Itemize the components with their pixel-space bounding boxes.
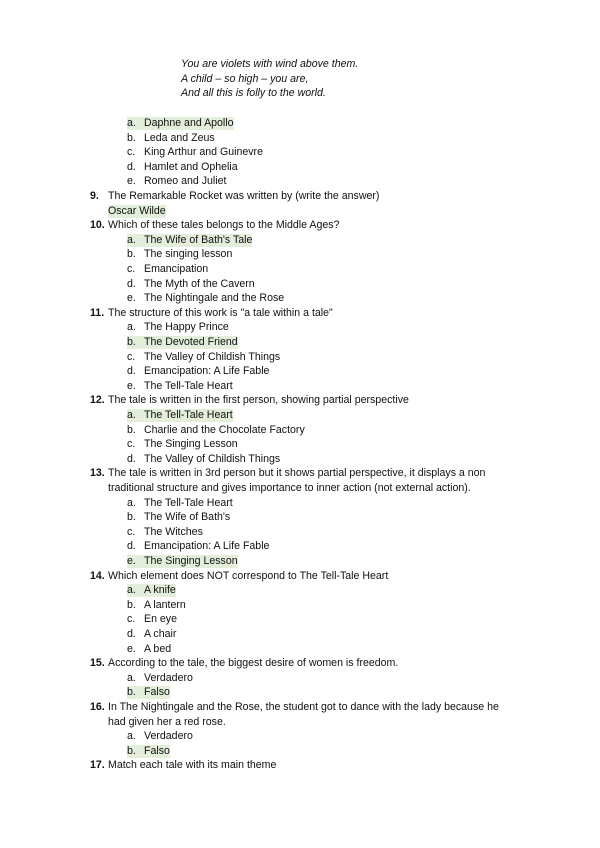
option-letter: e. xyxy=(127,379,136,392)
question-text: In The Nightingale and the Rose, the student got to dance with the lady because he xyxy=(108,701,499,713)
question-number: 12. xyxy=(90,394,105,407)
option-letter: a. xyxy=(127,584,136,597)
correct-option-text: Falso xyxy=(144,686,170,699)
option-letter: d. xyxy=(127,628,136,640)
answer-option xyxy=(127,672,193,685)
correct-option-text: The Wife of Bath's Tale xyxy=(144,233,253,246)
question-number: 16. xyxy=(90,701,105,713)
answer-option xyxy=(127,555,238,568)
option-text: The singing lesson xyxy=(144,248,233,261)
answer-option xyxy=(127,745,170,758)
answer-option xyxy=(127,409,233,422)
option-letter: a. xyxy=(127,233,136,246)
option-text: The Tell-Tale Heart xyxy=(144,496,233,509)
answer-option xyxy=(127,613,177,626)
answer-option xyxy=(127,278,255,291)
option-text: The Myth of the Cavern xyxy=(144,277,255,290)
option-letter: b. xyxy=(127,511,136,524)
option-text: Verdadero xyxy=(144,671,193,684)
option-letter: c. xyxy=(127,263,136,275)
option-text: Romeo and Juliet xyxy=(144,175,227,188)
answer-option xyxy=(127,453,280,466)
answer-option xyxy=(127,365,269,378)
option-text: The Singing Lesson xyxy=(144,438,238,451)
option-text: The Witches xyxy=(144,525,203,538)
question-text: The structure of this work is "a tale within a tale" xyxy=(108,306,333,319)
answer-option xyxy=(127,132,215,145)
option-text: Verdadero xyxy=(144,730,193,743)
option-text: A chair xyxy=(144,628,177,640)
option-letter: d. xyxy=(127,540,136,553)
answer-option xyxy=(127,146,263,159)
answer-option xyxy=(127,117,234,130)
option-text: Charlie and the Chocolate Factory xyxy=(144,423,305,436)
correct-option-text: The Devoted Friend xyxy=(144,336,238,348)
option-letter: c. xyxy=(127,438,136,451)
option-text: Emancipation: A Life Fable xyxy=(144,540,270,553)
question-text: Which of these tales belongs to the Middle Ages? xyxy=(108,219,340,232)
poem-excerpt xyxy=(181,57,358,101)
option-letter: a. xyxy=(127,496,136,509)
option-letter: c. xyxy=(127,525,136,538)
correct-option-text: A knife xyxy=(144,584,176,597)
answer-option xyxy=(127,336,238,349)
option-text: Emancipation xyxy=(144,263,209,275)
option-text: The Wife of Bath's xyxy=(144,511,231,524)
correct-option-text: Falso xyxy=(144,744,170,757)
option-letter: a. xyxy=(127,409,136,421)
option-letter: a. xyxy=(127,321,136,334)
answer-option xyxy=(127,540,269,553)
option-letter: c. xyxy=(127,350,136,363)
option-letter: d. xyxy=(127,452,136,465)
answer-option xyxy=(127,321,229,334)
question-number: 17. xyxy=(90,759,105,772)
question-number: 11. xyxy=(90,306,105,319)
poem-line: And all this is folly to the world. xyxy=(181,87,326,100)
question-number: 14. xyxy=(90,569,105,582)
answer-option xyxy=(127,161,238,174)
option-letter: b. xyxy=(127,248,136,261)
option-text: En eye xyxy=(144,613,177,626)
answer-option xyxy=(127,584,176,597)
answer-option xyxy=(127,599,186,612)
option-text: The Happy Prince xyxy=(144,321,229,334)
option-text: A lantern xyxy=(144,598,186,611)
option-letter: b. xyxy=(127,336,136,348)
option-letter: b. xyxy=(127,686,136,699)
answer-option xyxy=(127,438,238,451)
answer-option xyxy=(127,424,305,437)
option-text: King Arthur and Guinevre xyxy=(144,146,263,159)
answer-option xyxy=(127,686,170,699)
option-letter: b. xyxy=(127,744,136,757)
answer-option xyxy=(127,263,208,276)
written-answer: Oscar Wilde xyxy=(108,204,166,217)
question-number: 9. xyxy=(90,190,99,202)
option-letter: c. xyxy=(127,613,136,626)
option-letter: a. xyxy=(127,671,136,684)
answer-option xyxy=(127,730,193,743)
question-text: According to the tale, the biggest desire of women is freedom. xyxy=(108,657,399,670)
answer-option xyxy=(127,497,233,510)
option-letter: e. xyxy=(127,292,136,305)
option-letter: e. xyxy=(127,555,136,567)
answer-option xyxy=(127,351,280,364)
option-text: The Nightingale and the Rose xyxy=(144,292,285,305)
question-text-continued: traditional structure and gives importance to inner action (not external action). xyxy=(108,482,471,494)
option-letter: c. xyxy=(127,146,136,159)
option-letter: d. xyxy=(127,160,136,173)
question-number: 10. xyxy=(90,219,105,232)
poem-line: A child – so high – you are, xyxy=(181,72,309,85)
option-letter: d. xyxy=(127,277,136,290)
answer-option xyxy=(127,234,252,247)
question-text: The tale is written in the first person, showing partial perspective xyxy=(108,394,409,407)
question-text: The tale is written in 3rd person but it shows partial perspective, it displays a non xyxy=(108,467,486,480)
answer-option xyxy=(127,175,226,188)
answer-option xyxy=(127,643,171,656)
option-letter: b. xyxy=(127,598,136,611)
correct-option-text: The Tell-Tale Heart xyxy=(144,409,233,421)
option-text: A bed xyxy=(144,642,172,655)
option-text: Hamlet and Ophelia xyxy=(144,160,238,173)
question-text: Match each tale with its main theme xyxy=(108,759,277,772)
correct-option-text: Daphne and Apollo xyxy=(144,117,234,129)
question-text: Which element does NOT correspond to The Tell-Tale Heart xyxy=(108,569,389,582)
poem-line: You are violets with wind above them. xyxy=(181,58,359,70)
option-text: Leda and Zeus xyxy=(144,131,215,144)
option-text: Emancipation: A Life Fable xyxy=(144,365,270,378)
option-text: The Valley of Childish Things xyxy=(144,452,281,465)
option-letter: b. xyxy=(127,423,136,436)
option-text: The Tell-Tale Heart xyxy=(144,379,233,392)
option-letter: d. xyxy=(127,365,136,378)
question-number: 15. xyxy=(90,657,105,670)
answer-option xyxy=(127,380,233,393)
option-letter: a. xyxy=(127,117,136,129)
option-letter: e. xyxy=(127,642,136,655)
answer-option xyxy=(127,628,176,641)
answer-option xyxy=(127,248,232,261)
question-number: 13. xyxy=(90,467,105,480)
answer-option xyxy=(127,526,203,539)
question-text: The Remarkable Rocket was written by (write the answer) xyxy=(108,190,380,202)
correct-option-text: The Singing Lesson xyxy=(144,555,238,567)
option-letter: a. xyxy=(127,730,136,743)
option-letter: b. xyxy=(127,131,136,144)
option-letter: e. xyxy=(127,175,136,188)
answer-option xyxy=(127,292,284,305)
option-text: The Valley of Childish Things xyxy=(144,350,281,363)
question-text-continued: had given her a red rose. xyxy=(108,715,226,728)
answer-option xyxy=(127,511,230,524)
